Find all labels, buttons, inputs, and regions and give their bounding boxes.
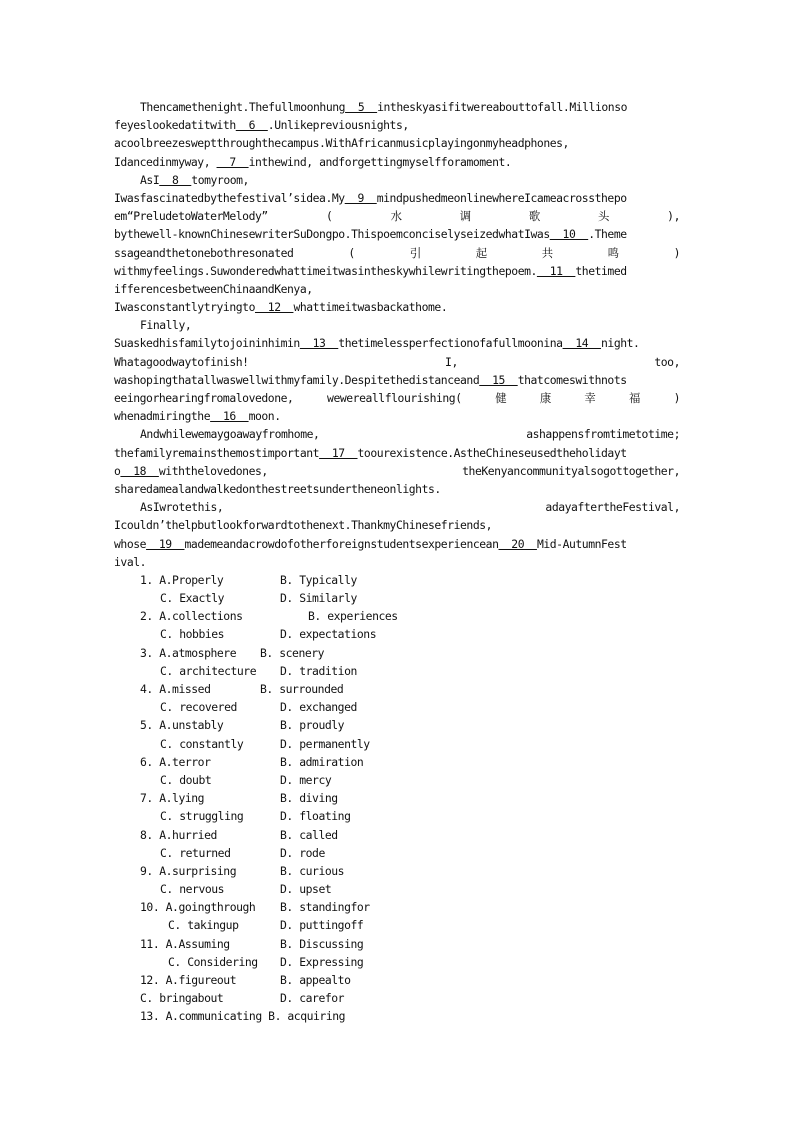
question-row: [114, 989, 680, 1007]
option-c: C. nervous: [160, 882, 225, 897]
passage-line: Icouldn’thelpbutlookforwardtothenext.ThankmyChinesefriends,: [114, 518, 493, 533]
passage-word: 调: [459, 209, 471, 224]
option-d: D. upset: [280, 882, 332, 897]
option-a: 8. A.hurried: [140, 827, 217, 842]
passage-line: Iwasconstantlytryingto 12 whattimeitwasbackathome.: [114, 300, 448, 315]
question-row: [114, 753, 680, 771]
question-row: [114, 607, 680, 625]
option-a: 12. A.figureout: [140, 973, 237, 987]
question-row: [114, 662, 680, 680]
option-b: B. admiration: [280, 754, 364, 769]
question-row: [114, 571, 680, 589]
option-b: B. experiences: [308, 609, 398, 624]
question-row: [114, 716, 680, 734]
option-d: D. tradition: [280, 663, 357, 678]
option-d: D. puttingoff: [280, 918, 364, 933]
blank-number: 10: [549, 227, 589, 242]
passage-word: theKenyancommunityalsogottogether,: [462, 463, 680, 478]
option-c: C. returned: [160, 845, 231, 860]
passage-word: (: [348, 245, 355, 260]
passage-word: adayaftertheFestival,: [545, 500, 680, 515]
blank-number: 7: [216, 154, 249, 169]
passage-word: 头: [598, 209, 609, 224]
option-a: 13. A.communicating: [140, 1009, 262, 1024]
blank-number: 16: [210, 409, 249, 424]
blank-number: 12: [254, 300, 294, 315]
passage-line: Iwasfascinatedbythefestival’sidea.My 9 mindpushedmeonlinewhereIcameacrossthepo: [114, 190, 627, 205]
blank-number: 9: [344, 190, 377, 205]
option-c: C. Considering: [168, 954, 258, 969]
question-row: [114, 880, 680, 898]
option-c: C. architecture: [160, 663, 257, 678]
passage-word: 水: [390, 209, 402, 224]
option-c: C. takingup: [168, 918, 239, 933]
option-d: D. exchanged: [280, 700, 357, 715]
option-b: B. scenery: [260, 645, 325, 660]
passage-word: ): [673, 391, 680, 405]
passage-word: 健: [495, 391, 507, 405]
passage-line-justified: [114, 207, 680, 225]
passage-word: 歌: [528, 209, 540, 224]
question-row: [114, 953, 680, 971]
question-row: [114, 698, 680, 716]
option-b: B. appealto: [280, 973, 351, 987]
option-a: 5. A.unstably: [140, 718, 224, 733]
passage-line: whose 19 mademeandacrowdofotherforeignstudentsexperiencean 20 Mid-AutumnFest: [114, 536, 627, 551]
option-b: B. proudly: [280, 718, 345, 733]
passage-word: eeingorhearingfromalovedone,: [114, 391, 294, 405]
passage-line-justified: [114, 353, 680, 371]
passage-line-justified: [114, 462, 680, 480]
option-b: B. Typically: [280, 572, 357, 587]
passage-word: ashappensfromtimetotime;: [526, 427, 680, 442]
option-b: B. standingfor: [280, 900, 370, 915]
option-d: D. permanently: [280, 736, 370, 751]
option-d: D. carefor: [280, 991, 345, 1006]
passage-word: ssageandthetonebothresonated: [114, 245, 294, 260]
option-a: 2. A.collections: [140, 609, 243, 624]
passage-line: acoolbreezesweptthroughthecampus.WithAfricanmusicplayingonmyheadphones,: [114, 136, 569, 151]
passage-line-justified: [114, 425, 680, 443]
blank-number: 6: [235, 118, 268, 133]
passage-line: ival.: [114, 554, 147, 569]
blank-number: 11: [536, 263, 576, 278]
option-b: B. Discussing: [280, 936, 364, 951]
passage-word: o 18 withthelovedones,: [114, 463, 268, 478]
question-row: [114, 862, 680, 880]
option-c: C. doubt: [160, 772, 212, 787]
option-c: C. struggling: [160, 809, 244, 824]
passage-line: bythewell-knownChinesewriterSuDongpo.ThispoemconciselyseizedwhatIwas 10 .Theme: [114, 227, 627, 242]
passage-line: Finally,: [140, 318, 192, 333]
passage-line: thefamilyremainsthemostimportant 17 toourexistence.AstheChineseusedtheholidayt: [114, 445, 627, 460]
passage-word: too,: [654, 354, 680, 369]
option-b: B. diving: [280, 791, 338, 806]
option-a: 6. A.terror: [140, 754, 211, 769]
option-a: 11. A.Assuming: [140, 936, 230, 951]
passage-line: sharedamealandwalkedonthestreetsundertheneonlights.: [114, 481, 441, 496]
passage-word: ),: [667, 209, 680, 224]
passage-word: em“PreludetoWaterMelody”: [114, 209, 268, 224]
passage-word: AsIwrotethis,: [140, 500, 224, 515]
question-row: [114, 826, 680, 844]
option-a: 4. A.missed: [140, 682, 211, 696]
passage-line-justified: [114, 498, 680, 516]
passage-word: ): [673, 245, 680, 260]
option-c: C. recovered: [160, 700, 237, 715]
passage-word: I,: [445, 354, 458, 369]
passage-line: withmyfeelings.Suwonderedwhattimeitwasintheskywhilewritingthepoem. 11 thetimed: [114, 263, 627, 278]
document-page: [114, 98, 680, 1026]
blank-number: 17: [319, 445, 358, 460]
passage-word: 引: [409, 245, 421, 260]
blank-number: 5: [345, 100, 378, 114]
option-a: 1. A.Properly: [140, 572, 224, 587]
blank-number: 8: [159, 172, 192, 187]
question-row: [114, 735, 680, 753]
option-c: C. Exactly: [160, 591, 225, 606]
question-row: [114, 680, 680, 698]
question-row: [114, 589, 680, 607]
passage-line: washopingthatallwaswellwithmyfamily.Despitethedistanceand 15 thatcomeswithnots: [114, 372, 627, 387]
question-row: [114, 771, 680, 789]
passage-line: whenadmiringthe 16 moon.: [114, 409, 281, 424]
question-row: [114, 935, 680, 953]
passage-line: AsI 8 tomyroom,: [140, 172, 249, 187]
question-row: [114, 898, 680, 916]
passage-word: 鸣: [607, 245, 619, 260]
option-b: B. curious: [280, 863, 345, 878]
passage-line: Thencamethenight.Thefullmoonhung 5 intheskyasifitwereabouttofall.Millionso: [140, 100, 628, 114]
question-row: [114, 807, 680, 825]
question-row: [114, 1007, 680, 1025]
passage-word: wewereallflourishing(: [327, 391, 462, 405]
question-row: [114, 844, 680, 862]
option-d: D. rode: [280, 845, 325, 860]
option-c: C. bringabout: [140, 991, 224, 1006]
blank-number: 20: [498, 536, 537, 551]
option-d: D. mercy: [280, 772, 332, 787]
passage-word: 起: [475, 245, 487, 260]
passage-word: (: [325, 209, 333, 224]
passage-line: ifferencesbetweenChinaandKenya,: [114, 281, 313, 296]
blank-number: 19: [146, 536, 185, 551]
option-b: B. acquiring: [268, 1009, 346, 1024]
option-a: 3. A.atmosphere: [140, 645, 237, 660]
question-row: [114, 644, 680, 662]
option-c: C. hobbies: [160, 627, 225, 642]
passage-word: Whatagoodwaytofinish!: [114, 354, 249, 369]
passage-word: 共: [541, 245, 553, 260]
passage-line: Suaskedhisfamilytojoininhimin 13 thetimelessperfectionofafullmooninа 14 night.: [114, 336, 640, 351]
option-d: D. Similarly: [280, 591, 357, 606]
passage-word: 康: [539, 391, 551, 405]
option-b: B. called: [280, 827, 338, 842]
option-d: D. expectations: [280, 627, 377, 642]
passage-word: 福: [628, 391, 640, 405]
blank-number: 18: [120, 463, 159, 478]
passage-line-justified: [114, 389, 680, 407]
option-d: D. Expressing: [280, 954, 364, 969]
blank-number: 13: [299, 336, 339, 351]
option-c: C. constantly: [160, 736, 244, 751]
question-row: [114, 971, 680, 989]
option-a: 10. A.goingthrough: [140, 900, 256, 915]
question-row: [114, 625, 680, 643]
passage-word: 幸: [584, 391, 596, 405]
passage-line: feyeslookedatitwith 6 .Unlikepreviousnights,: [114, 118, 409, 133]
passage-line: Idancedinmyway, 7 inthewind, andforgettingmyselfforamoment.: [114, 154, 512, 169]
option-a: 7. A.lying: [140, 791, 205, 806]
question-row: [114, 916, 680, 934]
option-d: D. floating: [280, 809, 351, 824]
passage-line-justified: [114, 244, 680, 262]
blank-number: 15: [479, 372, 518, 387]
passage-word: Andwhilewemaygoawayfromhome,: [140, 427, 320, 442]
question-row: [114, 789, 680, 807]
option-b: B. surrounded: [260, 682, 344, 696]
blank-number: 14: [562, 336, 602, 351]
option-a: 9. A.surprising: [140, 863, 237, 878]
